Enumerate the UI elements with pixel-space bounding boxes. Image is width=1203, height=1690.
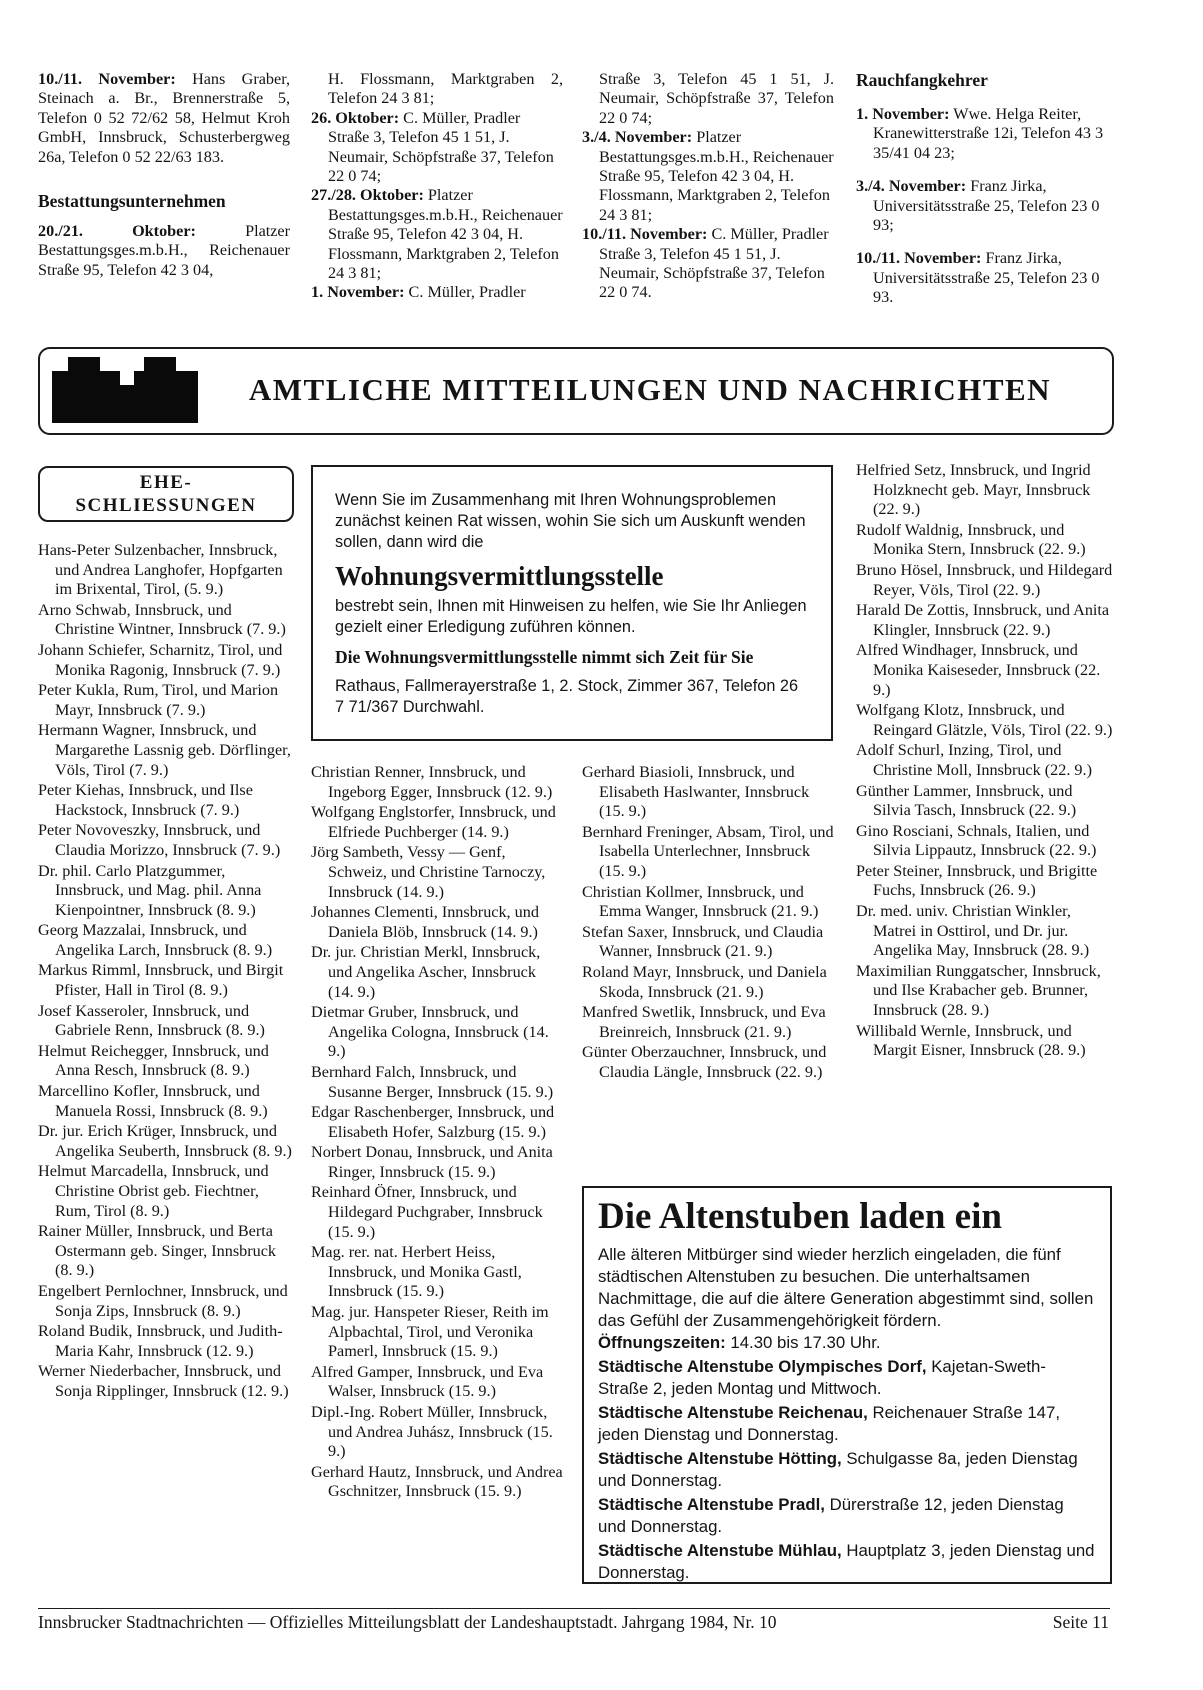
housing-intro: Wenn Sie im Zusammenhang mit Ihren Wohnungsproblemen zunächst keinen Rat wissen, wohin Sie sich um Auskunft wenden sollen, dann wird die [335,491,806,551]
banner-title: AMTLICHE MITTEILUNGEN UND NACHRICHTEN [248,372,1052,407]
notdienst-entry: Straße 3, Telefon 45 1 51, J. Neumair, Schöpfstraße 37, Telefon 22 0 74; [599,70,834,127]
marriage-entry: Helmut Marcadella, Innsbruck, und Christine Obrist geb. Fiechtner, Rum, Tirol (8. 9.) [38,1162,269,1220]
marriage-entry: Gerhard Hautz, Innsbruck, und Andrea Gschnitzer, Innsbruck (15. 9.) [311,1462,563,1501]
marriage-entry: Jörg Sambeth, Vessy — Genf, Schweiz, und Christine Tarnoczy, Innsbruck (14. 9.) [311,843,546,901]
housing-text: bestrebt sein, Ihnen mit Hinweisen zu helfen, wie Sie Ihr Anliegen gezielt einer Erledigung zuführen können. [335,597,807,636]
notdienst-entry: 10./11. November: Franz Jirka, Universitätsstraße 25, Telefon 23 0 93. [856,249,1100,307]
marriage-entry: Reinhard Öfner, Innsbruck, und Hildegard Puchgraber, Innsbruck (15. 9.) [311,1183,543,1241]
senior-center-box [582,1186,1112,1584]
marriage-entry: Bruno Hösel, Innsbruck, und Hildegard Reyer, Völs, Tirol (22. 9.) [856,560,1113,599]
marriage-entry: Roland Mayr, Innsbruck, und Daniela Skoda, Innsbruck (21. 9.) [582,962,827,1001]
top-col-3 [582,70,834,303]
page-number: Seite 11 [1052,1612,1109,1632]
marriage-entry: Edgar Raschenberger, Innsbruck, und Elisabeth Hofer, Salzburg (15. 9.) [311,1103,555,1141]
top-col-1 [38,70,290,280]
housing-address: Rathaus, Fallmerayerstraße 1, 2. Stock, Zimmer 367, Telefon 26 7 71/367 Durchwahl. [335,677,799,716]
marriage-entry: Hans-Peter Sulzenbacher, Innsbruck, und Andrea Langhofer, Hopfgarten im Brixental, Tirol, (5. 9.) [38,541,283,599]
footer-text: Innsbrucker Stadtnachrichten — Offizielles Mitteilungsblatt der Landeshauptstadt. Jahrgang 1984, Nr. 10 [38,1612,777,1632]
marriage-entry: Dr. jur. Christian Merkl, Innsbruck, und Angelika Ascher, Innsbruck (14. 9.) [311,943,541,1001]
marriages-list-col3 [582,763,838,1083]
housing-title: Wohnungsvermittlungsstelle [335,561,664,591]
senior-center-entry: Städtische Altenstube Olympisches Dorf, Kajetan-Sweth-Straße 2, jeden Montag und Mittwoch. [598,1357,1046,1398]
section-heading: Rauchfangkehrer [856,70,988,90]
marriage-entry: Alfred Gamper, Innsbruck, und Eva Walser, Innsbruck (15. 9.) [311,1362,544,1401]
marriages-list-col2 [311,763,565,1502]
marriage-entry: Günther Lammer, Innsbruck, und Silvia Tasch, Innsbruck (22. 9.) [856,781,1077,820]
notdienst-entry: 3./4. November: Franz Jirka, Universitätsstraße 25, Telefon 23 0 93; [856,177,1100,235]
marriage-entry: Engelbert Pernlochner, Innsbruck, und Sonja Zips, Innsbruck (8. 9.) [38,1281,288,1320]
marriage-entry: Wolfgang Klotz, Innsbruck, und Reingard Glätzle, Völs, Tirol (22. 9.) [856,701,1113,739]
senior-center-entry: Städtische Altenstube Pradl, Dürerstraße 12, jeden Dienstag und Donnerstag. [598,1495,1064,1536]
marriage-entry: Peter Kukla, Rum, Tirol, und Marion Mayr, Innsbruck (7. 9.) [38,681,279,719]
marriage-entry: Christian Kollmer, Innsbruck, und Emma Wanger, Innsbruck (21. 9.) [582,882,819,921]
marriage-entry: Bernhard Freninger, Absam, Tirol, und Isabella Unterlechner, Innsbruck (15. 9.) [582,822,834,880]
marriages-list-col1 [38,541,292,1402]
marriages-heading [38,466,294,522]
marriage-entry: Markus Rimml, Innsbruck, und Birgit Pfister, Hall in Tirol (8. 9.) [38,961,284,1000]
marriage-entry: Günter Oberzauchner, Innsbruck, und Claudia Längle, Innsbruck (22. 9.) [582,1043,827,1081]
housing-notice-box [311,465,833,741]
marriage-entry: Rainer Müller, Innsbruck, und Berta Ostermann geb. Singer, Innsbruck (8. 9.) [38,1222,276,1280]
marriage-entry: Arno Schwab, Innsbruck, und Christine Wintner, Innsbruck (7. 9.) [38,600,286,639]
section-heading: Bestattungsunternehmen [38,191,226,212]
marriage-entry: Rudolf Waldnig, Innsbruck, und Monika Stern, Innsbruck (22. 9.) [856,520,1086,559]
senior-center-entry: Städtische Altenstube Reichenau, Reichenauer Straße 147, jeden Dienstag und Donnerstag. [598,1403,1060,1444]
marriages-list-col4 [856,461,1114,1061]
marriage-entry: Bernhard Falch, Innsbruck, und Susanne Berger, Innsbruck (15. 9.) [311,1062,554,1101]
marriage-entry: Helfried Setz, Innsbruck, und Ingrid Holzknecht geb. Mayr, Innsbruck (22. 9.) [856,461,1091,519]
marriage-entry: Hermann Wagner, Innsbruck, und Margarethe Lassnig geb. Dörflinger, Völs, Tirol (7. 9.) [38,721,291,779]
notdienst-entry: 26. Oktober: C. Müller, Pradler Straße 3, Telefon 45 1 51, J. Neumair, Schöpfstraße 37, Telefon 22 0 74; [311,108,554,186]
notdienst-entry: 10./11. November: C. Müller, Pradler Straße 3, Telefon 45 1 51, J. Neumair, Schöpfstraße 37, Telefon 22 0 74. [582,225,829,302]
opening-hours: Öffnungszeiten: 14.30 bis 17.30 Uhr. [598,1333,881,1352]
footer-divider [38,1608,1110,1609]
marriage-entry: Stefan Saxer, Innsbruck, und Claudia Wanner, Innsbruck (21. 9.) [582,922,824,961]
marriage-entry: Gino Rosciani, Schnals, Italien, und Silvia Lippautz, Innsbruck (22. 9.) [856,821,1097,860]
marriage-entry: Roland Budik, Innsbruck, und Judith-Maria Kahr, Innsbruck (12. 9.) [38,1322,283,1360]
senior-center-title: Die Altenstuben laden ein [598,1196,1002,1237]
marriage-entry: Marcellino Kofler, Innsbruck, und Manuela Rossi, Innsbruck (8. 9.) [38,1082,268,1120]
marriage-entry: Norbert Donau, Innsbruck, und Anita Ringer, Innsbruck (15. 9.) [311,1143,553,1181]
top-col-4 [856,70,1112,308]
marriages-heading-line2: SCHLIESSUNGEN [75,495,257,516]
marriage-entry: Peter Novoveszky, Innsbruck, und Claudia Morizzo, Innsbruck (7. 9.) [38,821,281,859]
marriage-entry: Johannes Clementi, Innsbruck, und Daniela Blöb, Innsbruck (14. 9.) [311,903,539,941]
notdienst-entry: 27./28. Oktober: Platzer Bestattungsges.m.b.H., Reichenauer Straße 95, Telefon 42 3 04, H. Flossmann, Marktgraben 2, Telefon 24 3 81; [311,186,563,283]
marriage-entry: Helmut Reichegger, Innsbruck, und Anna Resch, Innsbruck (8. 9.) [38,1041,269,1080]
marriage-entry: Maximilian Runggatscher, Innsbruck, und Ilse Krabacher geb. Brunner, Innsbruck (28. 9.) [856,961,1101,1020]
marriage-entry: Peter Steiner, Innsbruck, und Brigitte Fuchs, Innsbruck (26. 9.) [856,861,1098,900]
senior-center-entry: Städtische Altenstube Mühlau, Hauptplatz 3, jeden Dienstag und Donnerstag. [598,1541,1095,1582]
marriage-entry: Johann Schiefer, Scharnitz, Tirol, und Monika Ragonig, Innsbruck (7. 9.) [38,640,283,679]
marriage-entry: Adolf Schurl, Inzing, Tirol, und Christine Moll, Innsbruck (22. 9.) [856,741,1092,779]
marriage-entry: Gerhard Biasioli, Innsbruck, und Elisabeth Haslwanter, Innsbruck (15. 9.) [582,763,810,821]
senior-center-intro: Alle älteren Mitbürger sind wieder herzlich eingeladen, die fünf städtischen Altenstuben zu besuchen. Die unterhaltsamen Nachmittage, die auf die ältere Generation abgestimmt sind, sollen das Gefühl der Zusammengehörigkeit fördern. [598,1245,1094,1330]
notdienst-entry: 10./11. November: Hans Graber, Steinach a. Br., Brennerstraße 5, Telefon 0 52 72/62 58, Helmut Kroh GmbH, Innsbruck, Schusterbergweg 26a, Telefon 0 52 22/63 183. [38,70,290,166]
top-col-2 [311,70,563,303]
senior-center-list [598,1356,1096,1584]
marriage-entry: Dipl.-Ing. Robert Müller, Innsbruck, und Andrea Juhász, Innsbruck (15. 9.) [311,1403,553,1461]
notdienst-entry: H. Flossmann, Marktgraben 2, Telefon 24 3 81; [328,70,563,108]
marriage-entry: Mag. rer. nat. Herbert Heiss, Innsbruck, und Monika Gastl, Innsbruck (15. 9.) [311,1243,522,1301]
marriage-entry: Werner Niederbacher, Innsbruck, und Sonja Ripplinger, Innsbruck (12. 9.) [38,1362,289,1400]
marriage-entry: Alfred Windhager, Innsbruck, und Monika Kaiseseder, Innsbruck (22. 9.) [856,641,1101,699]
marriage-entry: Dr. phil. Carlo Platzgummer, Innsbruck, und Mag. phil. Anna Kienpointner, Innsbruck (8. 9.) [38,861,262,919]
marriage-entry: Mag. jur. Hanspeter Rieser, Reith im Alpbachtal, Tirol, und Veronika Pamerl, Innsbruck (15. 9.) [311,1303,549,1361]
senior-center-entry: Städtische Altenstube Hötting, Schulgasse 8a, jeden Dienstag und Donnerstag. [598,1449,1078,1490]
notdienst-entry: 20./21. Oktober: Platzer Bestattungsges.m.b.H., Reichenauer Straße 95, Telefon 42 3 04, [38,222,291,279]
marriage-entry: Dr. jur. Erich Krüger, Innsbruck, und Angelika Seuberth, Innsbruck (8. 9.) [38,1122,292,1160]
marriage-entry: Manfred Swetlik, Innsbruck, und Eva Breinreich, Innsbruck (21. 9.) [582,1003,826,1041]
marriage-entry: Dietmar Gruber, Innsbruck, und Angelika Cologna, Innsbruck (14. 9.) [311,1003,549,1061]
marriage-entry: Wolfgang Englstorfer, Innsbruck, und Elfriede Puchberger (14. 9.) [311,803,556,841]
notdienst-entry: 3./4. November: Platzer Bestattungsges.m.b.H., Reichenauer Straße 95, Telefon 42 3 04, H. Flossmann, Marktgraben 2, Telefon 24 3 81; [582,128,834,224]
housing-bold-note: Die Wohnungsvermittlungsstelle nimmt sich Zeit für Sie [335,647,754,667]
notdienst-entry: 1. November: Wwe. Helga Reiter, Kranewitterstraße 12i, Telefon 43 3 35/41 04 23; [856,105,1104,162]
notdienst-entry: 1. November: C. Müller, Pradler [311,283,526,302]
marriage-entry: Peter Kiehas, Innsbruck, und Ilse Hackstock, Innsbruck (7. 9.) [38,781,253,819]
marriage-entry: Georg Mazzalai, Innsbruck, und Angelika Larch, Innsbruck (8. 9.) [38,921,273,959]
marriages-heading-line1: EHE- [139,472,193,493]
city-arms-icon [52,357,202,423]
marriage-entry: Christian Renner, Innsbruck, und Ingeborg Egger, Innsbruck (12. 9.) [311,763,553,801]
marriage-entry: Willibald Wernle, Innsbruck, und Margit Eisner, Innsbruck (28. 9.) [856,1021,1086,1060]
marriage-entry: Dr. med. univ. Christian Winkler, Matrei in Osttirol, und Dr. jur. Angelika May, Innsbruck (28. 9.) [856,902,1090,960]
marriage-entry: Josef Kasseroler, Innsbruck, und Gabriele Renn, Innsbruck (8. 9.) [38,1001,265,1040]
marriage-entry: Harald De Zottis, Innsbruck, und Anita Klingler, Innsbruck (22. 9.) [856,601,1110,639]
